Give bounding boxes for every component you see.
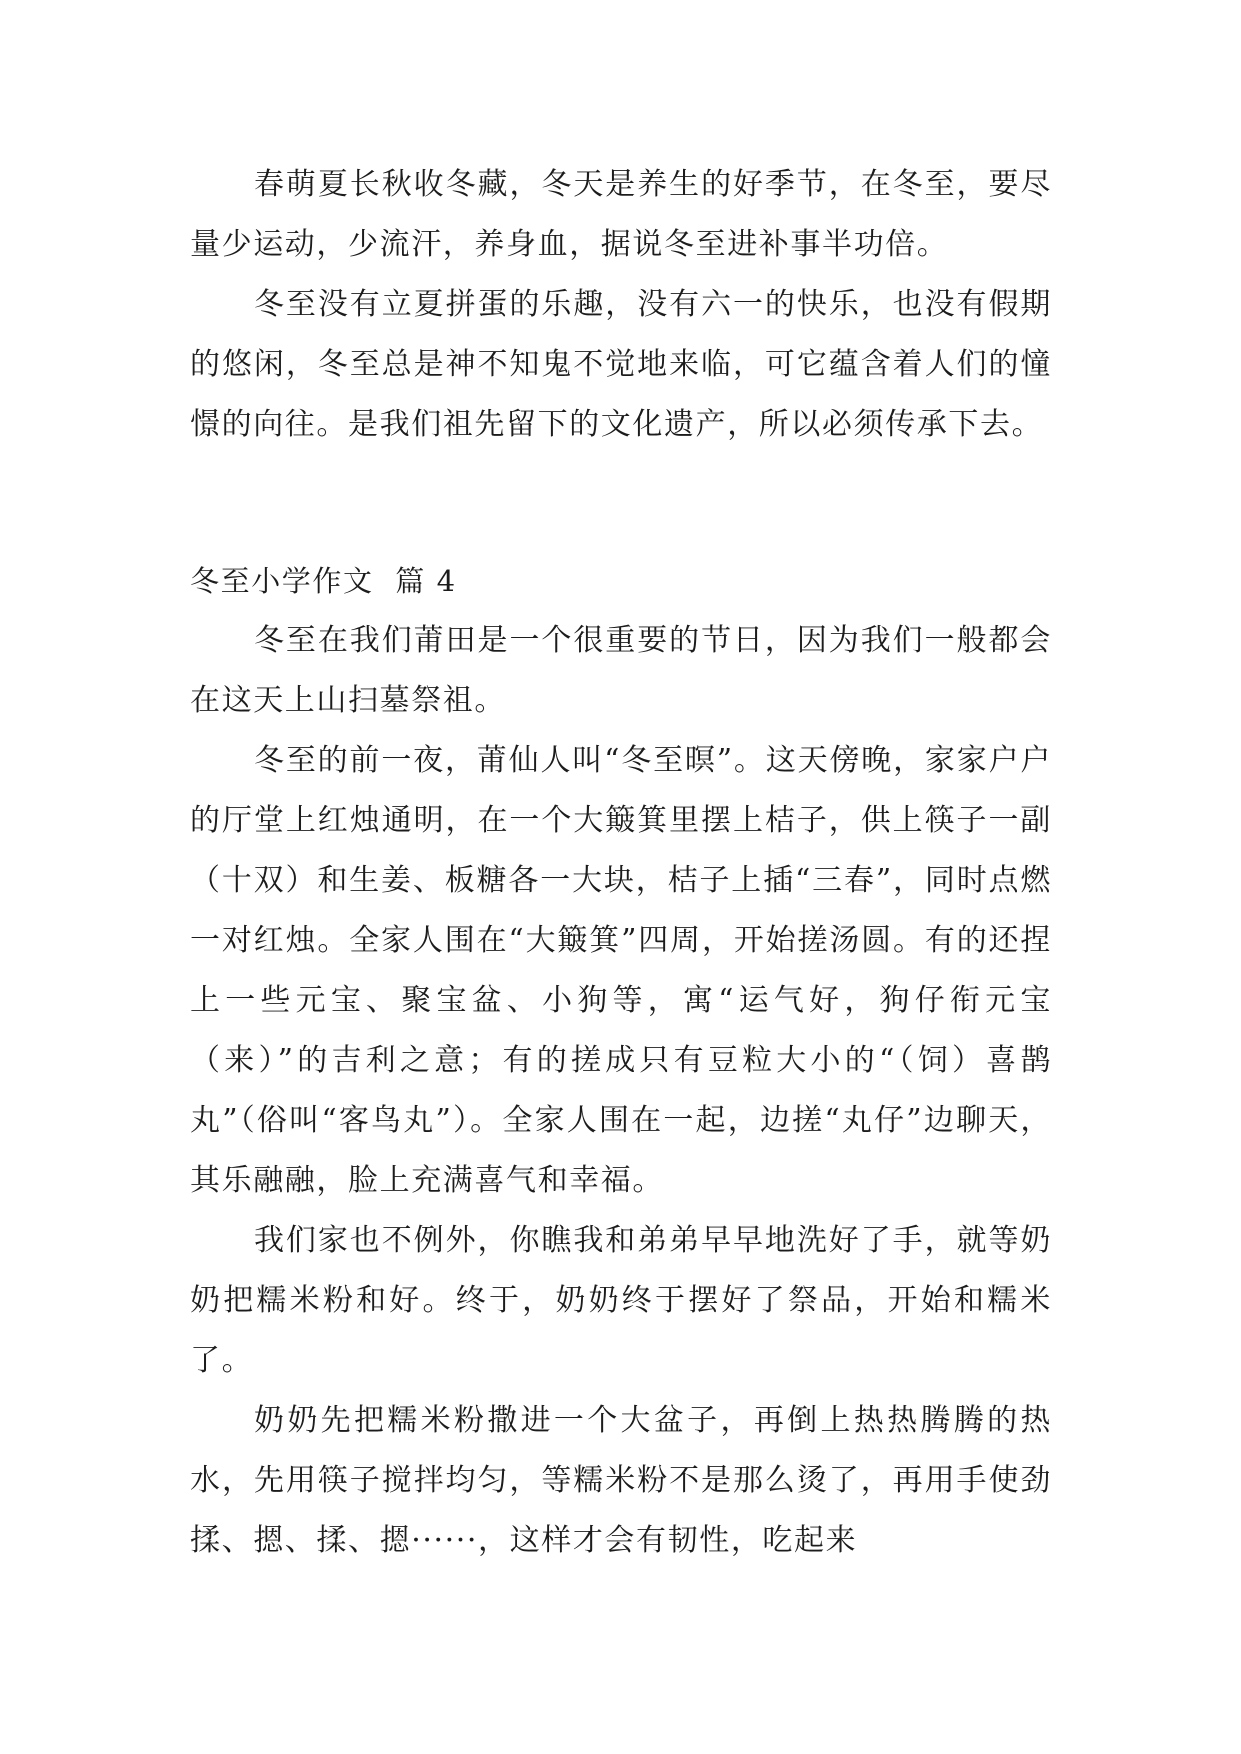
section-spacer [190,455,1052,515]
paragraph: 冬至没有立夏拼蛋的乐趣，没有六一的快乐，也没有假期的悠闲，冬至总是神不知鬼不觉地来临，可它蕴含着人们的憧憬的向往。是我们祖先留下的文化遗产，所以必须传承下去。 [190,287,1052,442]
section-spacer [190,515,1052,551]
section-title: 冬至小学作文 篇 4 [190,564,457,598]
paragraph: 我们家也不例外，你瞧我和弟弟早早地洗好了手，就等奶奶把糯米粉和好。终于，奶奶终于摆好了祭品，开始和糯米了。 [190,1223,1052,1378]
paragraph: 冬至的前一夜，莆仙人叫“冬至暝”。这天傍晚，家家户户的厅堂上红烛通明，在一个大簸箕里摆上桔子，供上筷子一副（十双）和生姜、板糖各一大块，桔子上插“三春”，同时点燃一对红烛。全家人围在“大簸箕”四周，开始搓汤圆。有的还捏上一些元宝、聚宝盆、小狗等，寓“运气好，狗仔衔元宝（来）”的吉利之意；有的搓成只有豆粒大小的“（饲）喜鹊丸”（俗叫“客鸟丸”）。全家人围在一起，边搓“丸仔”边聊天，其乐融融，脸上充满喜气和幸福。 [190,743,1052,1198]
document-body [190,155,1052,1571]
paragraph: 春萌夏长秋收冬藏，冬天是养生的好季节，在冬至，要尽量少运动，少流汗，养身血，据说冬至进补事半功倍。 [190,167,1052,262]
paragraph: 奶奶先把糯米粉撒进一个大盆子，再倒上热热腾腾的热水，先用筷子搅拌均匀，等糯米粉不是那么烫了，再用手使劲揉、摁、揉、摁······，这样才会有韧性，吃起来 [190,1403,1052,1558]
paragraph: 冬至在我们莆田是一个很重要的节日，因为我们一般都会在这天上山扫墓祭祖。 [190,623,1052,718]
